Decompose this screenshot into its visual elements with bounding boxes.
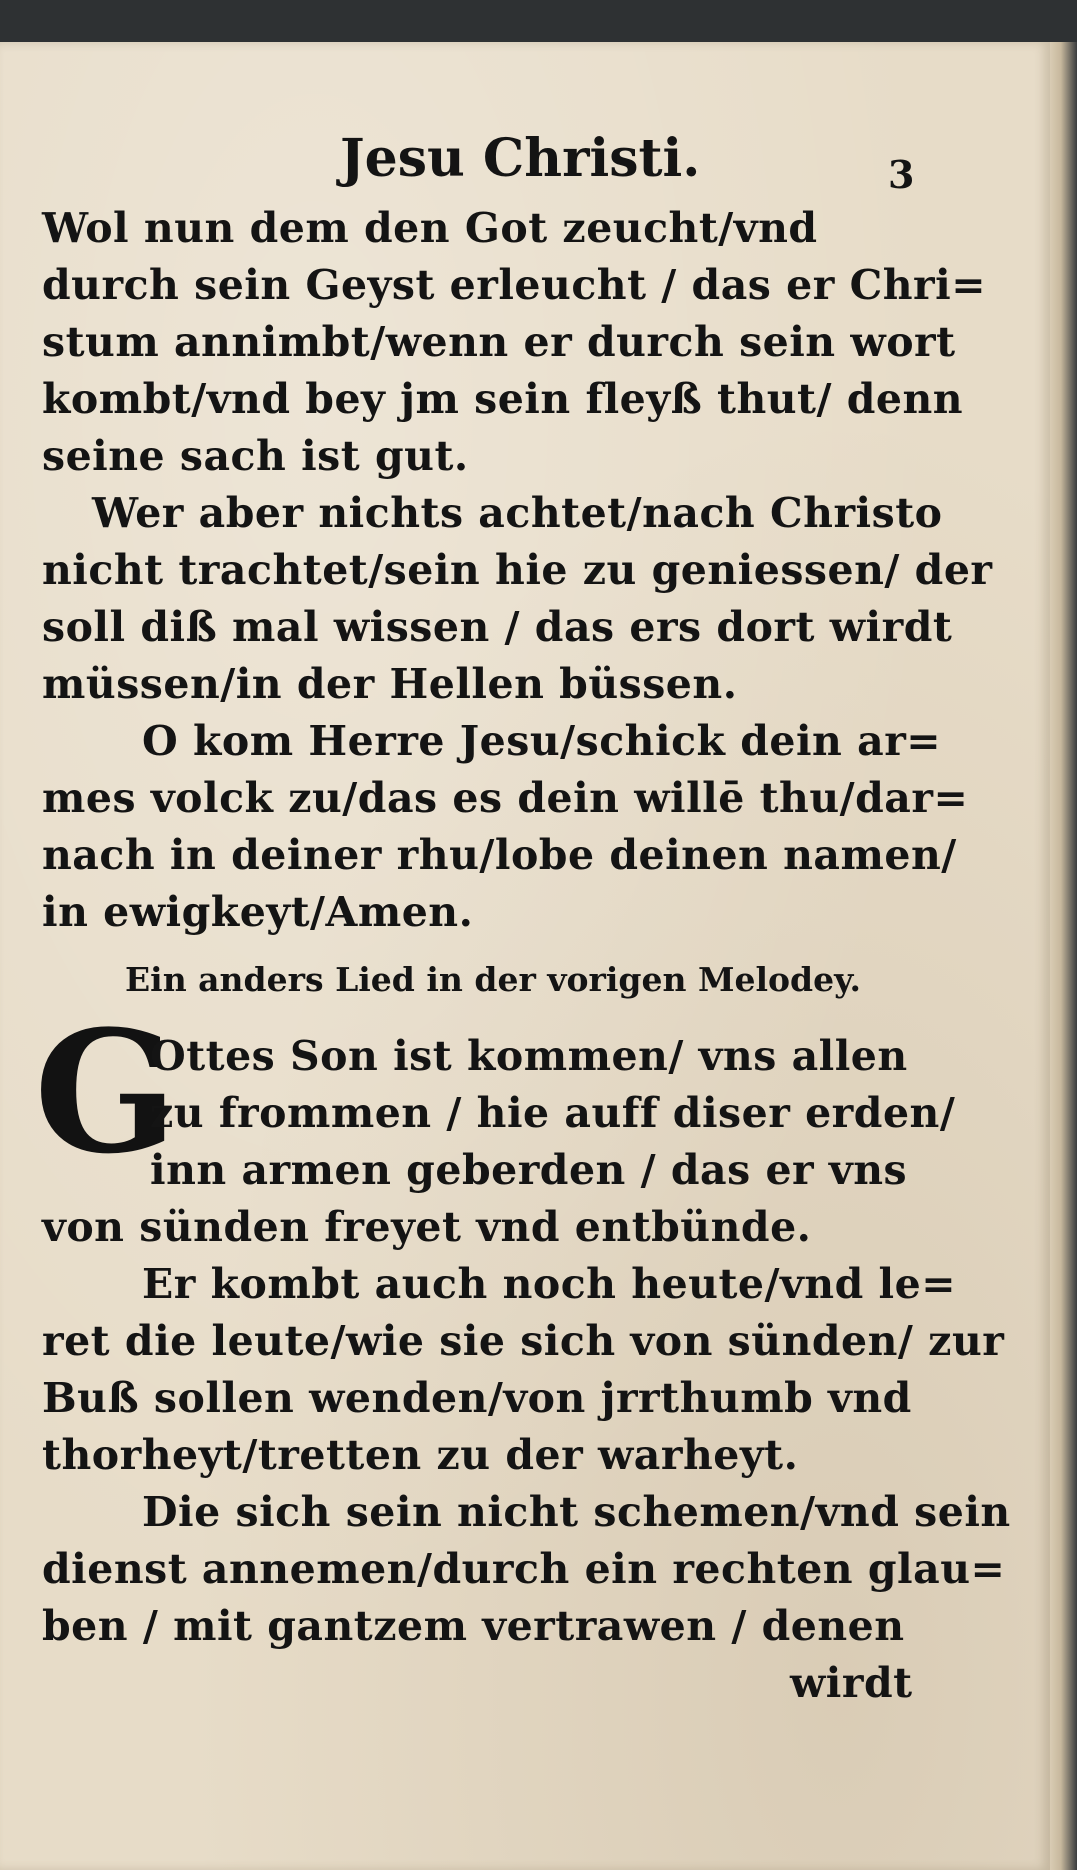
text-line: von sünden freyet vnd entbünde. <box>42 1203 812 1251</box>
text-line: in ewigkeyt/Amen. <box>42 888 474 936</box>
text-line: nach in deiner rhu/lobe deinen namen/ <box>42 831 957 879</box>
text-line: nicht trachtet/sein hie zu geniessen/ der <box>42 546 993 594</box>
page-number: 3 <box>888 152 915 197</box>
text-line: mes volck zu/das es dein willē thu/dar= <box>42 774 969 822</box>
text-line: seine sach ist gut. <box>42 432 469 480</box>
text-line: soll diß mal wissen / das ers dort wirdt <box>42 603 953 651</box>
section-heading: Ein anders Lied in der vorigen Melodey. <box>125 960 862 999</box>
text-line: Ottes Son ist kommen/ vns allen <box>150 1032 908 1080</box>
text-line: stum annimbt/wenn er durch sein wort <box>42 318 956 366</box>
text-line: Buß sollen wenden/von jrrthumb vnd <box>42 1374 912 1422</box>
text-line: dienst annemen/durch ein rechten glau= <box>42 1545 1006 1593</box>
page-edge <box>1050 42 1077 1870</box>
text-line: O kom Herre Jesu/schick dein ar= <box>142 717 942 765</box>
text-line: zu frommen / hie auff diser erden/ <box>150 1089 956 1137</box>
text-line: Wol nun dem den Got zeucht/vnd <box>42 204 818 252</box>
text-line: Er kombt auch noch heute/vnd le= <box>142 1260 957 1308</box>
text-line: ret die leute/wie sie sich von sünden/ zur <box>42 1317 1005 1365</box>
text-line: kombt/vnd bey jm sein fleyß thut/ denn <box>42 375 964 423</box>
text-line: inn armen geberden / das er vns <box>150 1146 908 1194</box>
text-line: Wer aber nichts achtet/nach Christo <box>92 489 943 537</box>
catchword: wirdt <box>790 1659 913 1707</box>
text-line: durch sein Geyst erleucht / das er Chri= <box>42 261 987 309</box>
text-line: müssen/in der Hellen büssen. <box>42 660 738 708</box>
drop-cap: G <box>34 993 178 1191</box>
text-line: thorheyt/tretten zu der warheyt. <box>42 1431 799 1479</box>
text-line: Die sich sein nicht schemen/vnd sein <box>142 1488 1011 1536</box>
text-line: ben / mit gantzem vertrawen / denen <box>42 1602 905 1650</box>
running-head: Jesu Christi. <box>340 128 701 189</box>
